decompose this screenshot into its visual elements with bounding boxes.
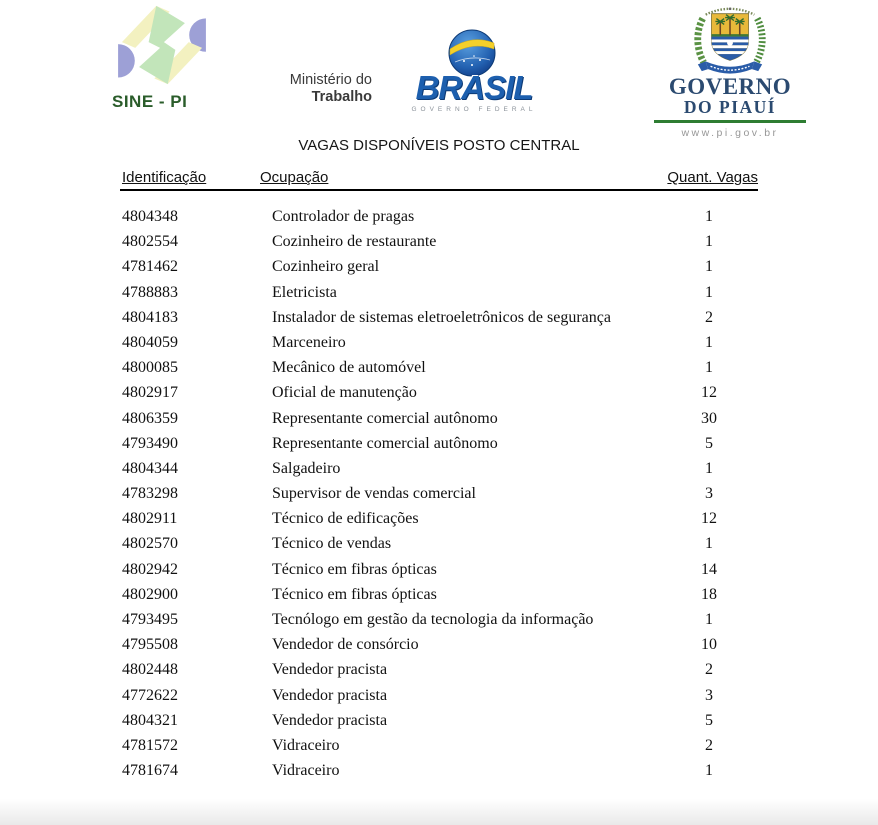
cell-vagas: 2 bbox=[705, 308, 713, 326]
governo-piaui-wordmark-line1: GOVERNO bbox=[668, 74, 792, 99]
cell-identificacao: 4772622 bbox=[122, 686, 178, 704]
cell-identificacao: 4781572 bbox=[122, 736, 178, 754]
table-row bbox=[120, 657, 758, 682]
ministerio-trabalho-text bbox=[260, 72, 372, 106]
cell-ocupacao: Tecnólogo em gestão da tecnologia da informação bbox=[272, 611, 594, 628]
cell-ocupacao: Salgadeiro bbox=[272, 459, 341, 477]
cell-ocupacao: Vendedor pracista bbox=[272, 661, 388, 679]
cell-ocupacao: Mecânico de automóvel bbox=[272, 359, 426, 377]
cell-identificacao: 4802942 bbox=[122, 560, 178, 578]
sine-pi-label: SINE - PI bbox=[112, 92, 188, 111]
cell-identificacao: 4806359 bbox=[122, 409, 178, 427]
cell-ocupacao: Técnico em fibras ópticas bbox=[272, 560, 437, 578]
cell-vagas: 1 bbox=[705, 283, 713, 301]
cell-ocupacao: Cozinheiro de restaurante bbox=[272, 233, 437, 251]
table-row bbox=[120, 733, 758, 758]
page-title: VAGAS DISPONÍVEIS POSTO CENTRAL bbox=[298, 137, 580, 154]
cell-vagas: 1 bbox=[705, 459, 713, 477]
table-row bbox=[120, 229, 758, 254]
cell-identificacao: 4802900 bbox=[122, 585, 178, 603]
cell-vagas: 1 bbox=[705, 208, 713, 225]
cell-vagas: 5 bbox=[705, 434, 713, 452]
cell-identificacao: 4802570 bbox=[122, 535, 178, 553]
cell-vagas: 1 bbox=[705, 258, 713, 276]
table-header-row bbox=[120, 169, 758, 191]
cell-vagas: 30 bbox=[701, 409, 717, 427]
cell-ocupacao: Vendedor de consórcio bbox=[272, 636, 419, 654]
cell-ocupacao: Representante comercial autônomo bbox=[272, 409, 498, 427]
table-row bbox=[120, 330, 758, 355]
table-row bbox=[120, 557, 758, 582]
cell-ocupacao: Vidraceiro bbox=[272, 762, 340, 780]
cell-ocupacao: Técnico em fibras ópticas bbox=[272, 585, 437, 603]
cell-vagas: 18 bbox=[701, 585, 717, 603]
table-row bbox=[120, 305, 758, 330]
table-row bbox=[120, 254, 758, 279]
table-body bbox=[120, 204, 758, 783]
brasil-wordmark: BRASIL bbox=[415, 69, 533, 106]
cell-ocupacao: Controlador de pragas bbox=[272, 208, 415, 225]
governo-piaui-logo bbox=[652, 2, 808, 139]
cell-vagas: 14 bbox=[701, 560, 717, 578]
pi-gov-url: www.pi.gov.br bbox=[681, 127, 779, 139]
cell-identificacao: 4802448 bbox=[122, 661, 178, 679]
table-row bbox=[120, 607, 758, 632]
cell-vagas: 12 bbox=[701, 384, 717, 402]
cell-identificacao: 4781462 bbox=[122, 258, 178, 276]
ministerio-line2: Trabalho bbox=[311, 89, 372, 105]
cell-identificacao: 4781674 bbox=[122, 762, 178, 780]
table-row bbox=[120, 431, 758, 456]
cell-identificacao: 4804321 bbox=[122, 711, 178, 729]
cell-ocupacao: Oficial de manutenção bbox=[272, 384, 417, 402]
cell-ocupacao: Marceneiro bbox=[272, 333, 346, 351]
cell-identificacao: 4795508 bbox=[122, 636, 178, 654]
cell-identificacao: 4802911 bbox=[122, 510, 178, 528]
governo-federal-tagline: GOVERNO FEDERAL bbox=[411, 106, 537, 113]
table-row bbox=[120, 456, 758, 481]
cell-ocupacao: Instalador de sistemas eletroeletrônicos de segurança bbox=[272, 308, 611, 326]
sine-pi-logo bbox=[112, 4, 222, 112]
cell-identificacao: 4783298 bbox=[122, 485, 178, 503]
table-row bbox=[120, 708, 758, 733]
vacancies-table bbox=[120, 169, 758, 783]
table-row bbox=[120, 481, 758, 506]
table-row bbox=[120, 355, 758, 380]
cell-identificacao: 4802917 bbox=[122, 384, 178, 402]
table-row bbox=[120, 506, 758, 531]
cell-ocupacao: Técnico de vendas bbox=[272, 535, 392, 553]
cell-identificacao: 4802554 bbox=[122, 233, 178, 251]
cell-identificacao: 4788883 bbox=[122, 283, 178, 301]
cell-identificacao: 4804059 bbox=[122, 333, 178, 351]
column-header-ocupacao: Ocupação bbox=[260, 169, 329, 186]
column-header-quant-vagas: Quant. Vagas bbox=[667, 169, 758, 186]
table-row bbox=[120, 380, 758, 405]
cell-ocupacao: Técnico de edificações bbox=[272, 510, 419, 528]
cell-vagas: 3 bbox=[705, 686, 713, 704]
cell-vagas: 5 bbox=[705, 711, 713, 729]
table-row bbox=[120, 531, 758, 556]
table-row bbox=[120, 204, 758, 229]
cell-ocupacao: Eletricista bbox=[272, 283, 337, 301]
table-row bbox=[120, 632, 758, 657]
table-row bbox=[120, 406, 758, 431]
cell-vagas: 10 bbox=[701, 636, 717, 654]
cell-vagas: 1 bbox=[705, 611, 713, 628]
column-header-identificacao: Identificação bbox=[122, 169, 207, 186]
cell-vagas: 3 bbox=[705, 485, 713, 503]
cell-identificacao: 4793490 bbox=[122, 434, 178, 452]
table-row bbox=[120, 582, 758, 607]
cell-ocupacao: Vendedor pracista bbox=[272, 686, 388, 704]
table-row bbox=[120, 758, 758, 783]
table-row bbox=[120, 683, 758, 708]
cell-identificacao: 4804183 bbox=[122, 308, 178, 326]
table-row bbox=[120, 280, 758, 305]
cell-vagas: 2 bbox=[705, 736, 713, 754]
cell-identificacao: 4800085 bbox=[122, 359, 178, 377]
cell-vagas: 1 bbox=[705, 333, 713, 351]
cell-vagas: 2 bbox=[705, 661, 713, 679]
cell-ocupacao: Vidraceiro bbox=[272, 736, 340, 754]
cell-vagas: 1 bbox=[705, 359, 713, 377]
cell-vagas: 1 bbox=[705, 762, 713, 780]
cell-vagas: 1 bbox=[705, 233, 713, 251]
page-bottom-shadow bbox=[0, 799, 878, 825]
cell-identificacao: 4793495 bbox=[122, 611, 178, 628]
sine-pi-logo-icon bbox=[112, 4, 212, 88]
piaui-coat-of-arms-icon bbox=[683, 2, 777, 76]
brasil-governo-federal-logo bbox=[393, 28, 555, 114]
governo-green-rule bbox=[654, 120, 806, 123]
cell-identificacao: 4804348 bbox=[122, 208, 178, 225]
cell-ocupacao: Representante comercial autônomo bbox=[272, 434, 498, 452]
cell-vagas: 1 bbox=[705, 535, 713, 553]
cell-ocupacao: Vendedor pracista bbox=[272, 711, 388, 729]
governo-piaui-wordmark-line2: DO PIAUÍ bbox=[683, 97, 777, 117]
cell-vagas: 12 bbox=[701, 510, 717, 528]
ministerio-line1: Ministério do bbox=[289, 72, 372, 88]
cell-ocupacao: Supervisor de vendas comercial bbox=[272, 485, 476, 503]
cell-ocupacao: Cozinheiro geral bbox=[272, 258, 380, 276]
cell-identificacao: 4804344 bbox=[122, 459, 178, 477]
